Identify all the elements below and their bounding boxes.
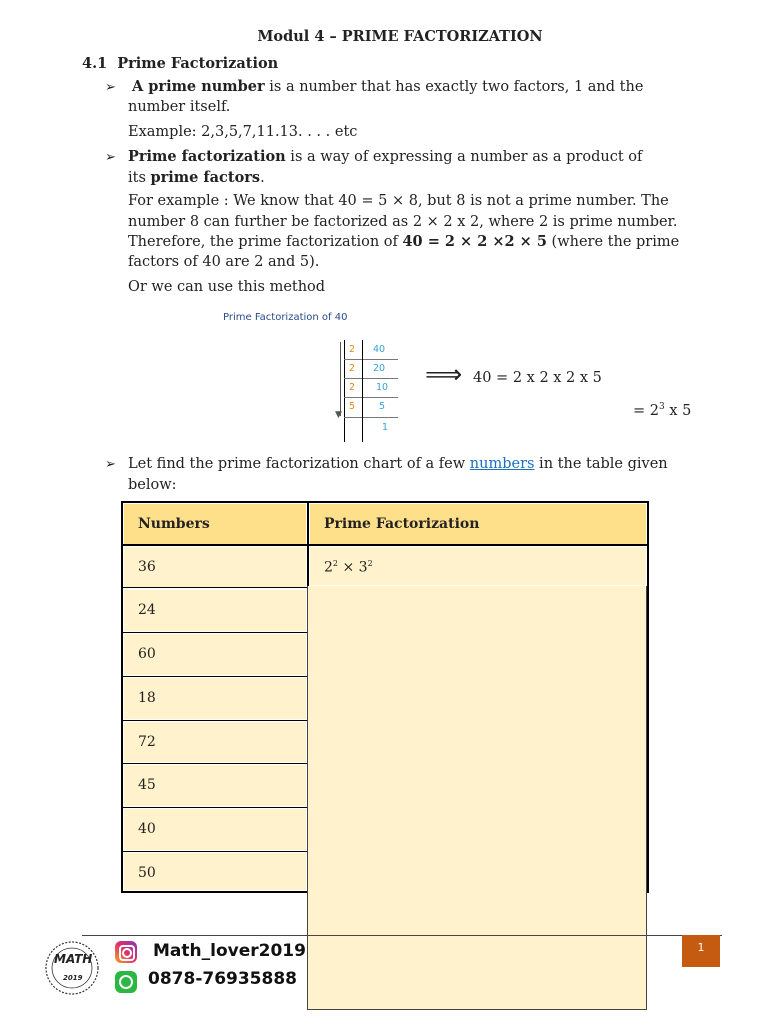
table-intro-line-2: below:	[128, 477, 177, 493]
table-row-divider	[121, 720, 308, 721]
table-row-divider	[121, 632, 308, 633]
down-arrow-icon: ▼	[335, 410, 342, 420]
table-cell-number: 50	[124, 853, 306, 890]
exponent: 3	[658, 402, 665, 412]
phone-number: 0878-76935888	[148, 969, 297, 989]
example-line-1: For example : We know that 40 = 5 × 8, but 8 is not a prime number. The	[128, 193, 669, 209]
logo-seal-icon	[44, 940, 100, 996]
exponent: 2	[332, 559, 339, 568]
divisor: 2	[349, 344, 356, 355]
logo-year: 2019	[63, 974, 83, 982]
table-row-divider	[121, 851, 308, 852]
text-fragment: its	[128, 170, 151, 186]
table-row-divider	[121, 807, 308, 808]
text-fragment: Therefore, the prime factorization of	[128, 234, 403, 250]
term-prime-factorization: Prime factorization	[128, 148, 286, 165]
header-prime-factorization: Prime Factorization	[310, 504, 646, 544]
diagram-vertical-line	[344, 340, 345, 442]
math-logo	[44, 940, 100, 996]
bullet-icon: ➢	[105, 80, 116, 95]
diagram-row-line	[344, 359, 398, 360]
eq-fragment: x 5	[664, 402, 692, 419]
example-line-2: number 8 can further be factorized as 2 × 2 x 2, where 2 is prime number.	[128, 214, 678, 230]
exponent: 2	[367, 559, 373, 568]
logo-text: MATH	[54, 952, 93, 966]
divisor: 2	[349, 363, 356, 374]
section-heading	[82, 55, 278, 72]
table-border-right	[647, 501, 649, 893]
factor-tree-diagram	[220, 312, 700, 442]
factorization-equation: 40 = 2 × 2 ×2 × 5	[402, 233, 547, 250]
bullet-icon: ➢	[105, 150, 116, 165]
table-cell-number: 60	[124, 634, 306, 675]
example-line-3	[128, 232, 679, 253]
page-title: Modul 4 – PRIME FACTORIZATION	[257, 28, 543, 45]
divisor: 5	[349, 401, 356, 412]
diagram-down-arrow-line	[340, 342, 341, 416]
quotient: 1	[382, 422, 389, 433]
quotient: 20	[373, 363, 386, 374]
section-number: 4.1	[82, 55, 108, 72]
table-border-top	[121, 501, 649, 503]
table-cell-number: 24	[124, 590, 306, 631]
term-prime-number: A prime number	[132, 78, 265, 95]
instagram-icon	[115, 941, 137, 963]
method-line: Or we can use this method	[128, 279, 326, 295]
text-fragment: (where the prime	[546, 234, 680, 250]
answer-area-box	[307, 586, 647, 1010]
bullet-icon: ➢	[105, 457, 116, 472]
table-border-bottom	[121, 891, 308, 893]
table-cell-number: 40	[124, 809, 306, 850]
prime-factorization-definition	[128, 147, 642, 168]
diagram-divider-line	[362, 340, 363, 442]
divisor: 2	[349, 382, 356, 393]
diagram-row-line	[344, 417, 398, 418]
quotient: 40	[373, 344, 386, 355]
instagram-handle: Math_lover2019	[153, 941, 306, 961]
table-intro-line-1	[128, 454, 668, 475]
implies-arrow-icon: ⟹	[425, 360, 463, 390]
definition-line-2	[128, 168, 265, 189]
text-fragment: in the table given	[534, 456, 668, 472]
header-numbers: Numbers	[124, 504, 306, 544]
page-number: 1	[682, 935, 720, 967]
example-line: Example: 2,3,5,7,11.13. . . . etc	[128, 124, 358, 140]
quotient: 5	[379, 401, 386, 412]
diagram-row-line	[344, 378, 398, 379]
table-border-left	[121, 501, 123, 893]
quotient: 10	[376, 382, 389, 393]
table-row-divider	[121, 676, 308, 677]
whatsapp-icon	[115, 971, 137, 993]
table-cell-number: 36	[124, 547, 306, 587]
definition-text: is a way of expressing a number as a product of	[285, 149, 643, 165]
text-fragment: Let find the prime factorization chart of a few	[128, 456, 470, 472]
section-title: Prime Factorization	[117, 55, 279, 72]
table-cell-number: 18	[124, 678, 306, 719]
table-cell-number: 45	[124, 765, 306, 806]
prime-number-definition	[132, 77, 643, 98]
table-cell-number: 72	[124, 722, 306, 762]
diagram-row-line	[344, 397, 398, 398]
equation-line-2	[633, 402, 691, 419]
numbers-link[interactable]: numbers	[469, 456, 535, 472]
table-row-divider	[121, 544, 649, 546]
example-line-4: factors of 40 are 2 and 5).	[128, 254, 320, 270]
text-fragment: .	[260, 170, 265, 186]
term-prime-factors: prime factors	[150, 169, 261, 186]
eq-fragment: = 2	[633, 402, 659, 419]
equation-line-1: 40 = 2 x 2 x 2 x 5	[473, 370, 602, 386]
table-row-divider	[121, 763, 308, 764]
diagram-title: Prime Factorization of 40	[223, 312, 348, 323]
definition-text: is a number that has exactly two factors, 1 and the	[264, 79, 644, 95]
definition-line-2: number itself.	[128, 99, 231, 115]
footer-line	[82, 935, 722, 936]
table-cell-factorization	[310, 547, 646, 585]
factor-base: 2	[324, 559, 333, 576]
factor-base: × 3	[338, 559, 368, 576]
